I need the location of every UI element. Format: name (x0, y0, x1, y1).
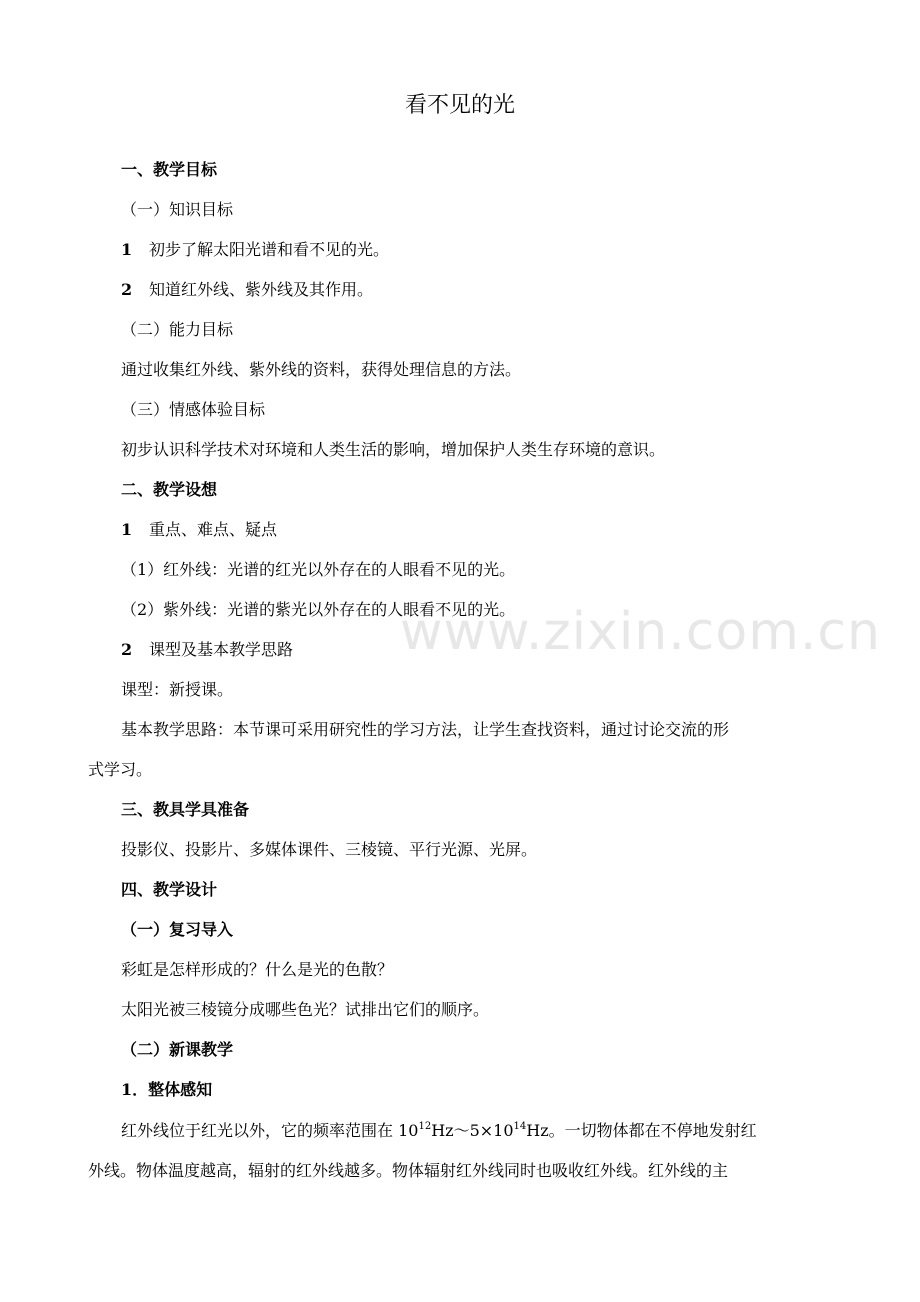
paragraph: 基本教学思路：本节课可采用研究性的学习方法，让学生查找资料，通过讨论交流的形 (121, 720, 730, 739)
watermark: www.zixin.com.cn (400, 602, 881, 662)
paragraph: 红外线位于红光以外，它的频率范围在 $10^{12}Hz\sim 5\times 10^{14}Hz$。一切物体都在不停地发射红 (121, 1121, 757, 1140)
subheading-knowledge: （一）知识目标 (121, 200, 234, 219)
section-heading-design: 四、教学设计 (121, 880, 218, 899)
paragraph: 太阳光被三棱镜分成哪些色光？试排出它们的顺序。 (121, 1000, 490, 1019)
list-number: 2 (121, 640, 133, 659)
document-title: 看不见的光 (404, 93, 515, 118)
paragraph-continuation: 式学习。 (88, 760, 153, 779)
list-text: 初步了解太阳光谱和看不见的光。 (149, 240, 390, 259)
section-heading-tools: 三、教具学具准备 (121, 800, 250, 819)
list-number: 1 (121, 240, 133, 259)
list-text: 重点、难点、疑点 (149, 520, 278, 539)
paragraph: 投影仪、投影片、多媒体课件、三棱镜、平行光源、光屏。 (121, 840, 538, 859)
list-text: 知道红外线、紫外线及其作用。 (149, 280, 374, 299)
subheading-ability: （二）能力目标 (121, 320, 234, 339)
subheading-new-lesson: （二）新课教学 (121, 1040, 234, 1059)
paragraph: 彩虹是怎样形成的？什么是光的色散？ (121, 960, 394, 979)
subheading-review: （一）复习导入 (121, 920, 234, 939)
paragraph: （1）红外线：光谱的红光以外存在的人眼看不见的光。 (121, 560, 516, 579)
section-heading-ideas: 二、教学设想 (121, 480, 218, 499)
paragraph: 课型：新授课。 (121, 680, 234, 699)
subheading-emotion: （三）情感体验目标 (121, 400, 266, 419)
section-heading-objectives: 一、教学目标 (121, 160, 218, 179)
list-item (121, 639, 293, 661)
list-number: 1 (121, 520, 133, 539)
list-item (121, 519, 277, 541)
subheading-overview: 1．整体感知 (121, 1080, 213, 1099)
paragraph: 通过收集红外线、紫外线的资料，获得处理信息的方法。 (121, 360, 522, 379)
list-item (121, 239, 389, 261)
list-text: 课型及基本教学思路 (149, 640, 294, 659)
paragraph: （2）紫外线：光谱的紫光以外存在的人眼看不见的光。 (121, 600, 516, 619)
list-number: 2 (121, 280, 133, 299)
paragraph-continuation: 外线。物体温度越高，辐射的红外线越多。物体辐射红外线同时也吸收红外线。红外线的主 (88, 1161, 729, 1180)
paragraph: 初步认识科学技术对环境和人类生活的影响，增加保护人类生存环境的意识。 (121, 440, 666, 459)
list-item (121, 279, 373, 301)
